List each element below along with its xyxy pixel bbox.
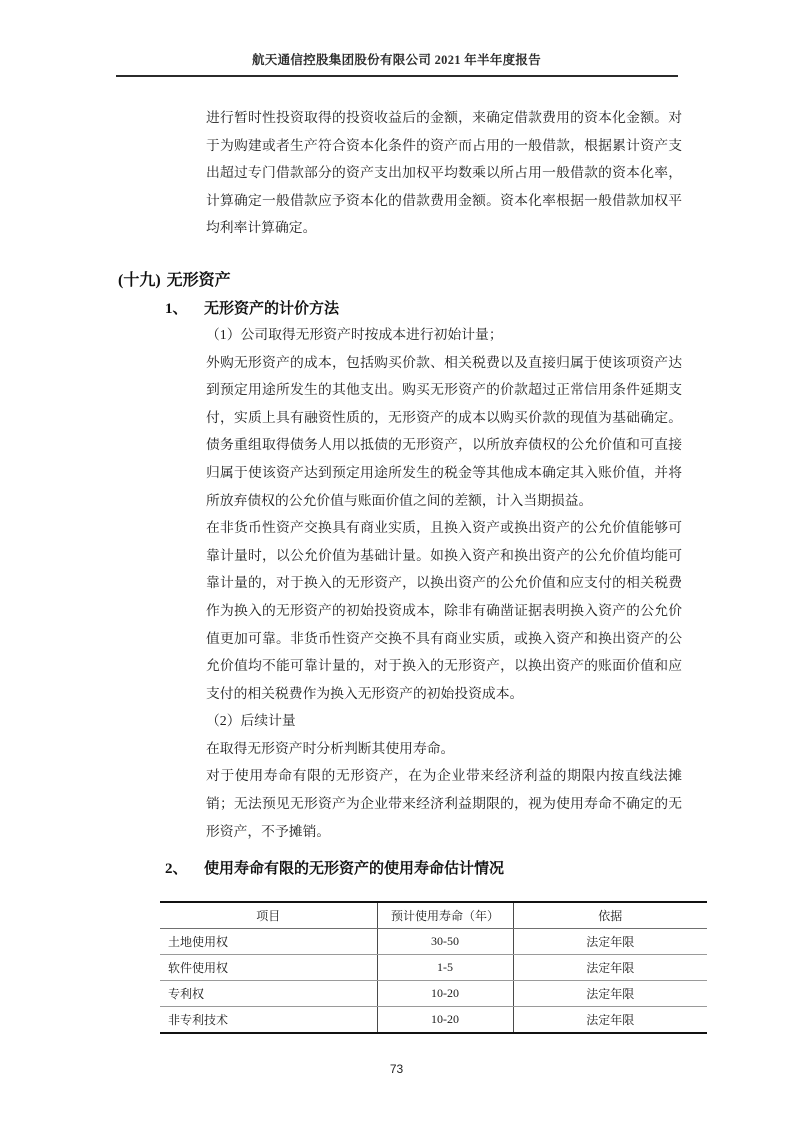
paragraph-amortization: 对于使用寿命有限的无形资产，在为企业带来经济利益的期限内按直线法摊销；无法预见无形资产为企业带来经济利益期限的，视为使用寿命不确定的无形资产，不予摊销。 — [206, 768, 682, 839]
cell-life: 10-20 — [377, 981, 513, 1007]
cell-life: 1-5 — [377, 955, 513, 981]
table-row — [160, 929, 707, 955]
intro-paragraph: 进行暂时性投资取得的投资收益后的金额，来确定借款费用的资本化金额。对于为购建或者生产符合资本化条件的资产而占用的一般借款，根据累计资产支出超过专门借款部分的资产支出加权平均数乘以所占用一般借款的资本化率，计算确定一般借款应予资本化的借款费用金额。资本化率根据一般借款加权平均利率计算确定。 — [206, 110, 682, 236]
table-header-row — [160, 902, 707, 929]
cell-life: 30-50 — [377, 929, 513, 955]
cell-basis: 法定年限 — [513, 1007, 707, 1034]
page-number: 73 — [389, 1062, 404, 1076]
header-rule — [116, 75, 678, 77]
table-header-item: 项目 — [160, 902, 377, 929]
cell-item: 非专利技术 — [168, 1013, 229, 1028]
cell-item: 土地使用权 — [160, 929, 377, 955]
subsection-2-heading — [165, 857, 793, 881]
subsection-2-number: 2、 — [165, 861, 188, 878]
paragraph-useful-life: 在取得无形资产时分析判断其使用寿命。 — [206, 740, 455, 756]
paragraph-initial-measurement: （1）公司取得无形资产时按成本进行初始计量； — [206, 326, 503, 342]
subsection-1-title: 无形资产的计价方法 — [204, 300, 340, 317]
paragraph-cost: 外购无形资产的成本，包括购买价款、相关税费以及直接归属于使该项资产达到预定用途所发生的其他支出。购买无形资产的价款超过正常信用条件延期支付，实质上具有融资性质的，无形资产的成本以购买价款的现值为基础确定。债务重组取得债务人用以抵债的无形资产，以所放弃债权的公允价值和可直接归属于使该资产达到预定用途所发生的税金等其他成本确定其入账价值，并将所放弃债权的公允价值与账面价值之间的差额，计入当期损益。 — [206, 354, 682, 508]
cell-basis: 法定年限 — [513, 955, 707, 981]
table-row — [160, 1007, 707, 1034]
cell-basis: 法定年限 — [513, 929, 707, 955]
page-footer — [0, 1062, 793, 1076]
table-header-basis: 依据 — [513, 902, 707, 929]
page-header — [0, 0, 793, 77]
paragraph-subsequent-measurement: （2）后续计量 — [206, 713, 296, 729]
cell-life: 10-20 — [377, 1007, 513, 1034]
cell-basis: 法定年限 — [513, 981, 707, 1007]
paragraph-exchange: 在非货币性资产交换具有商业实质，且换入资产或换出资产的公允价值能够可靠计量时，以公允价值为基础计量。如换入资产和换出资产的公允价值均能可靠计量的，对于换入的无形资产，以换出资产的公允价值和应支付的相关税费作为换入的无形资产的初始投资成本，除非有确凿证据表明换入资产的公允价值更加可靠。非货币性资产交换不具有商业实质，或换入资产和换出资产的公允价值均不能可靠计量的，对于换入的无形资产，以换出资产的账面价值和应支付的相关税费作为换入无形资产的初始投资成本。 — [206, 520, 682, 701]
section-title: 无形资产 — [166, 271, 231, 289]
section-number: (十九) — [118, 271, 161, 289]
useful-life-table-container — [160, 901, 707, 1034]
cell-item: 专利权 — [160, 981, 377, 1007]
subsection-1-number: 1、 — [165, 300, 188, 317]
useful-life-table — [160, 901, 707, 1034]
table-row — [160, 981, 707, 1007]
table-row — [160, 955, 707, 981]
cell-item: 软件使用权 — [160, 955, 377, 981]
section-19-heading — [118, 269, 793, 293]
table-header-life: 预计使用寿命（年） — [377, 902, 513, 929]
subsection-1-heading — [165, 297, 793, 321]
header-title: 航天通信控股集团股份有限公司 2021 年半年度报告 — [251, 53, 542, 67]
document-body — [0, 104, 793, 1034]
subsection-2-title: 使用寿命有限的无形资产的使用寿命估计情况 — [204, 861, 505, 878]
